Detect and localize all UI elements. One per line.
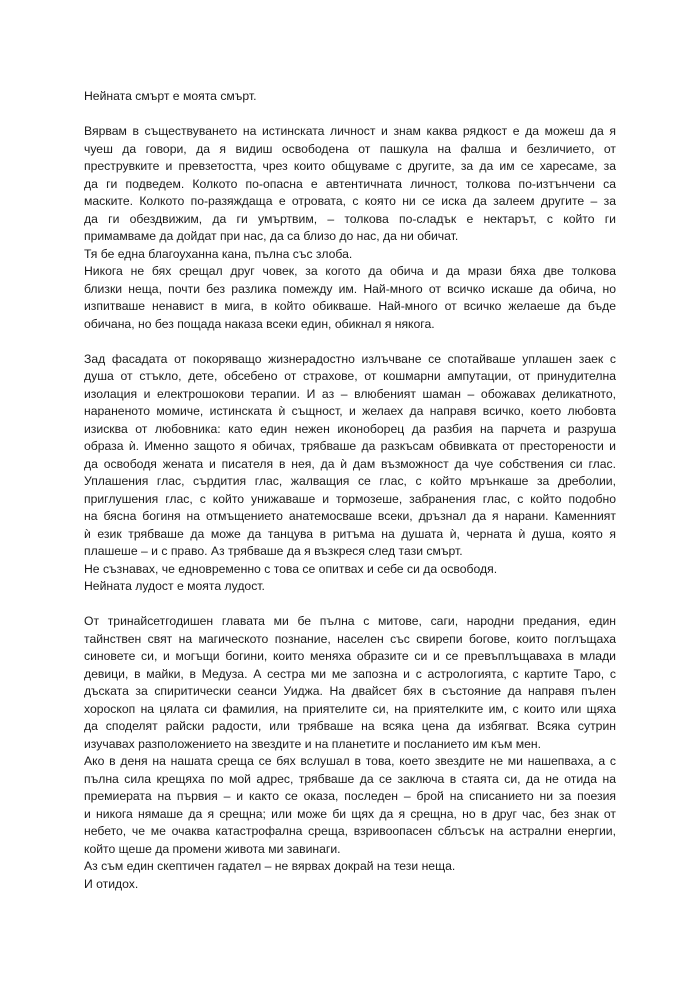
- paragraph: [84, 613, 616, 893]
- text-line: приглушения глас, с който унижаваше и тормозеше, забранения глас, с който подобно: [84, 491, 616, 506]
- text-line: изучавах разположението на звездите и на планетите и посланието им към мен.: [84, 736, 542, 751]
- text-line: примамваме да дойдат при нас, да са близо до нас, да ни обичат.: [84, 229, 459, 243]
- paragraph: [84, 88, 616, 106]
- text-line: От тринайсетгодишен главата ми бе пълна с митове, саги, народни предания, един: [84, 614, 616, 628]
- text-line: изисква от любовника: като един нежен иконоборец да разбия на парчета и разруша: [84, 421, 616, 436]
- text-line: ѝ език трябваше да може да танцува в ритъма на душата ѝ, черната ѝ душа, която я: [84, 526, 616, 541]
- paragraph: [84, 351, 616, 596]
- text-line: преструвките и превзетостта, чрез които общуваме с другите, за да им се харесаме, за: [84, 159, 616, 173]
- text-line: Вярвам в съществуването на истинската личност и знам каква рядкост е да можеш да я: [84, 124, 616, 138]
- text-line: Уплашения глас, сърдития глас, жалващия се глас, с който мрънкаше за дреболии,: [84, 474, 616, 488]
- text-line: Никога не бях срещал друг човек, за когото да обича и да мрази бяха две толкова: [84, 264, 616, 278]
- text-line: да освободя жената и писателя в нея, да ѝ дам възможност да чуе собствения си глас.: [84, 456, 616, 471]
- text-line: синовете си, и могъщи богини, които меняха образите си и се превъплъщаваха в млади: [84, 649, 616, 663]
- text-line: премиерата на първия – и както се оказа, последен – брой на списанието ни за поезия: [84, 789, 616, 803]
- text-line: нараненото момиче, истинската ѝ същност, и желаех да направя всичко, което любовта: [84, 404, 616, 418]
- text-line: дъската за спиритически сеанси Уиджа. На двайсет бях в състояние да направя пълен: [84, 684, 616, 698]
- text-line: небето, че ме очаква катастрофална среща, взривоопасен сблъсък на астрални енергии,: [84, 824, 616, 838]
- text-line: и никога нямаше да я срещна; или може би щях да я срещна, но в друг час, без знак от: [84, 806, 616, 821]
- text-line: близки неща, почти без разлика помежду им. Най-много от всичко искаше да обича, но: [84, 281, 616, 296]
- text-line: Тя бе една благоуханна кана, пълна със злоба.: [84, 246, 353, 261]
- text-line: И отидох.: [84, 876, 139, 891]
- text-line: тайнствен свят на магическото познание, населен със свирепи богове, които поглъщаха: [84, 631, 616, 646]
- text-line: Не съзнавах, че едновременно с това се опитвах и себе си да освободя.: [84, 561, 498, 576]
- text-line: на бясна богиня на отмъщението анатемосваше всеки, дръзнал да я нарани. Каменният: [84, 509, 616, 523]
- text-line: хороскоп на цялата си фамилия, на приятелите си, на приятелките им, с които или щяха: [84, 701, 616, 716]
- text-line: Нейната смърт е моята смърт.: [84, 89, 257, 103]
- text-line: Аз съм един скептичен гадател – не вярвах докрай на тези неща.: [84, 859, 456, 873]
- text-line: който щеше да промени живота ми завинаги.: [84, 841, 341, 856]
- paragraph: [84, 123, 616, 333]
- text-line: Ако в деня на нашата среща се бях вслушал в това, което звездите не ми нашепваха, а с: [84, 754, 616, 768]
- text-line: девици, в майки, в Медуза. А сестра ми ме запозна и с астрологията, с картите Таро, с: [84, 666, 616, 681]
- text-line: Зад фасадата от покоряващо жизнерадостно излъчване се спотайваше уплашен заек с: [84, 351, 616, 366]
- text-line: изпитваше ненавист в мига, в който обикваше. Най-много от всичко желаеше да бъде: [84, 299, 616, 313]
- text-line: да ги подведем. Колкото по-опасна е автентичната личност, толкова по-изтънчени са: [84, 176, 616, 191]
- text-line: Нейната лудост е моята лудост.: [84, 579, 265, 593]
- text-line: изолация и електрошокови терапии. И аз – влюбеният шаман – обожавах деликатното,: [84, 386, 616, 401]
- text-line: да споделят райски радости, или трябваше на всяка цена да избягват. Всяка сутрин: [84, 719, 616, 733]
- text-line: маските. Колкото по-разяждаща е отровата, с която ни се иска да залеем другите – за: [84, 194, 616, 208]
- text-line: плашеше – и с право. Аз трябваше да я възкреся след тази смърт.: [84, 544, 463, 558]
- text-line: чуеш да говори, да я видиш освободена от пашкула на фалша и безличието, от: [84, 141, 616, 156]
- text-line: обичана, но без пощада наказа всеки един, обикнал я някога.: [84, 316, 435, 331]
- text-line: душа от стъкло, дете, обсебено от страхове, от кошмарни ампутации, от принудителна: [84, 369, 616, 383]
- text-body: [84, 88, 616, 893]
- text-line: пълна сила крещяха по мой адрес, трябваше да се заключа в стаята си, да не отида на: [84, 771, 616, 786]
- text-line: да ги обездвижим, да ги умъртвим, – толкова по-сладък е нектарът, с който ги: [84, 211, 616, 226]
- text-line: образа ѝ. Именно защото я обичах, трябваше да разкъсам обвивката от престорености и: [84, 439, 616, 453]
